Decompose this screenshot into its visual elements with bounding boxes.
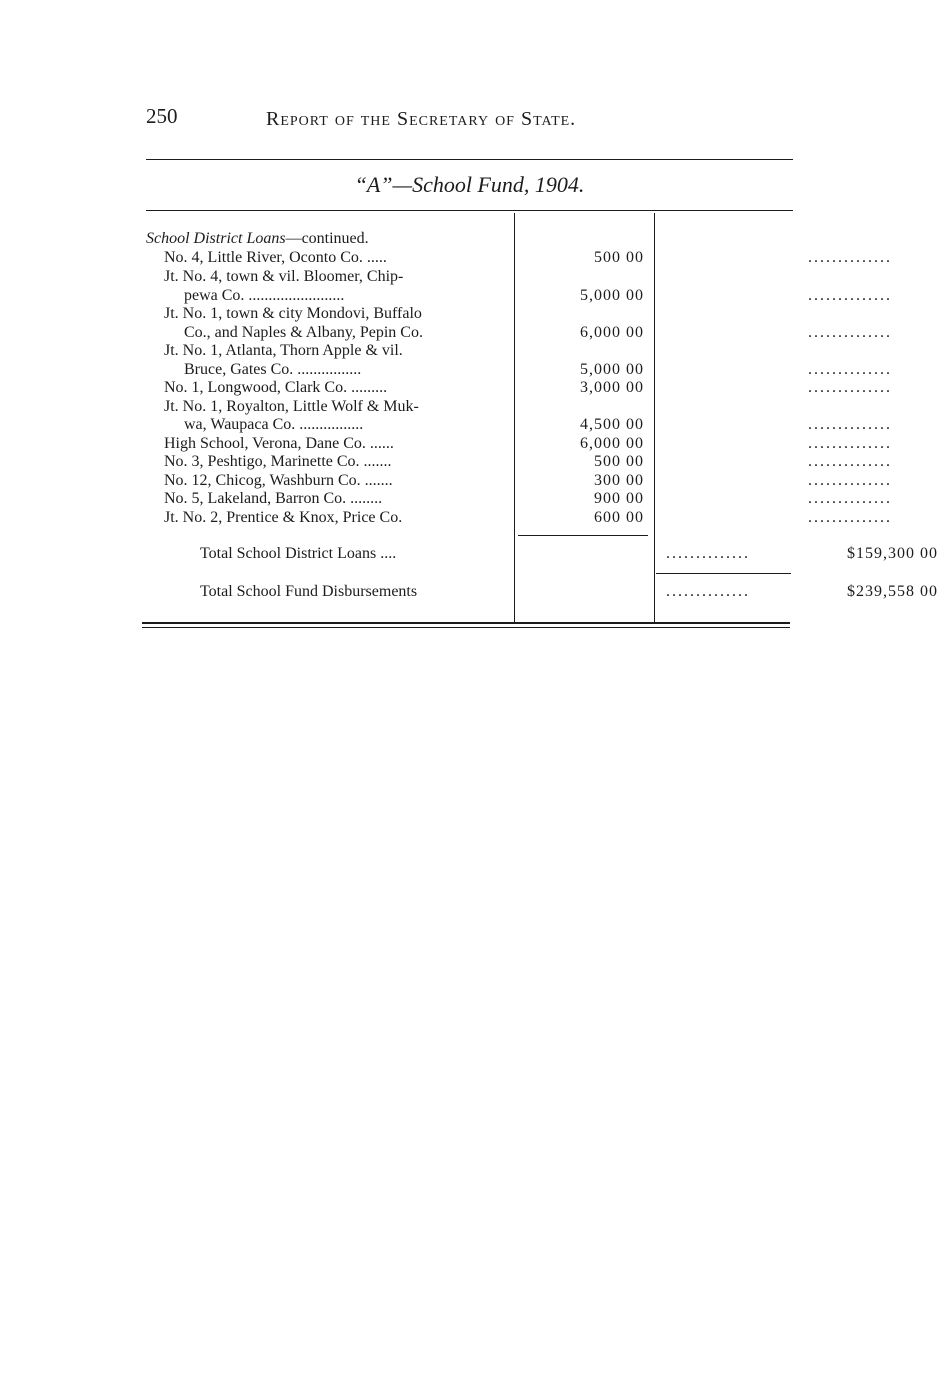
table-title: “A”—School Fund, 1904. [354, 172, 585, 197]
section-heading-row [146, 229, 796, 249]
total-loans-value: $159,300 00 [847, 545, 938, 562]
leader-dots: .............. [808, 490, 892, 507]
table-row [146, 267, 796, 287]
table-row [146, 378, 892, 398]
row-amount: 3,000 00 [580, 379, 644, 396]
running-head: Report of the Secretary of State. [266, 108, 577, 130]
row-description: No. 12, Chicog, Washburn Co. ....... [164, 472, 393, 489]
table-row-continued [146, 415, 892, 435]
row-amount: 900 00 [594, 490, 644, 507]
row-description: No. 1, Longwood, Clark Co. ......... [164, 379, 388, 396]
row-description-cont: Co., and Naples & Albany, Pepin Co. [184, 324, 423, 341]
row-description: No. 5, Lakeland, Barron Co. ........ [164, 490, 383, 507]
row-amount: 6,000 00 [580, 435, 644, 452]
table-row [146, 304, 796, 324]
leader-dots: .............. [808, 324, 892, 341]
table-row [146, 452, 892, 472]
table-row [146, 397, 796, 417]
row-description: Jt. No. 1, Royalton, Little Wolf & Muk- [164, 398, 419, 415]
row-description-cont: pewa Co. ........................ [184, 287, 345, 304]
row-amount: 4,500 00 [580, 416, 644, 433]
row-description-cont: Bruce, Gates Co. ................ [184, 361, 362, 378]
leader-dots: .............. [808, 287, 892, 304]
row-description: High School, Verona, Dane Co. ...... [164, 435, 394, 452]
table-row-continued [146, 323, 892, 343]
leader-dots: .............. [808, 453, 892, 470]
total-disbursements-row [146, 582, 938, 602]
row-description-cont: wa, Waupaca Co. ................ [184, 416, 364, 433]
row-description: No. 3, Peshtigo, Marinette Co. ....... [164, 453, 392, 470]
leader-dots: .............. [808, 379, 892, 396]
leader-dots: .............. [808, 472, 892, 489]
row-description: No. 4, Little River, Oconto Co. ..... [164, 249, 387, 266]
bottom-double-rule [142, 622, 790, 624]
table-row-continued [146, 286, 892, 306]
table-row [146, 471, 892, 491]
leader-dots: .............. [808, 435, 892, 452]
row-amount: 5,000 00 [580, 361, 644, 378]
total-rule [656, 573, 791, 574]
leader-dots: .............. [666, 545, 750, 562]
row-description: Jt. No. 2, Prentice & Knox, Price Co. [164, 509, 403, 526]
leader-dots: .............. [808, 361, 892, 378]
row-amount: 300 00 [594, 472, 644, 489]
row-description: Jt. No. 4, town & vil. Bloomer, Chip- [164, 268, 404, 285]
row-amount: 500 00 [594, 249, 644, 266]
title-rule [146, 210, 793, 211]
table-row-continued [146, 360, 892, 380]
leader-dots: .............. [808, 509, 892, 526]
leader-dots: .............. [808, 249, 892, 266]
top-rule [146, 159, 793, 160]
table-row [146, 489, 892, 509]
row-amount: 6,000 00 [580, 324, 644, 341]
total-loans-label: Total School District Loans .... [200, 545, 397, 562]
row-amount: 5,000 00 [580, 287, 644, 304]
row-amount: 600 00 [594, 509, 644, 526]
row-description: Jt. No. 1, town & city Mondovi, Buffalo [164, 305, 422, 322]
subtotal-rule [518, 535, 648, 536]
table-row [146, 341, 796, 361]
leader-dots: .............. [666, 583, 750, 600]
total-loans-row [146, 544, 938, 564]
total-disbursements-label: Total School Fund Disbursements [200, 583, 418, 600]
section-heading-suffix: —continued. [285, 230, 369, 247]
table-row [146, 248, 892, 268]
table-row [146, 434, 892, 454]
bottom-double-rule [142, 627, 790, 628]
total-disbursements-value: $239,558 00 [847, 583, 938, 600]
section-heading: School District Loans [146, 230, 286, 247]
row-amount: 500 00 [594, 453, 644, 470]
leader-dots: .............. [808, 416, 892, 433]
row-description: Jt. No. 1, Atlanta, Thorn Apple & vil. [164, 342, 403, 359]
page-number: 250 [146, 104, 178, 128]
table-row [146, 508, 892, 528]
